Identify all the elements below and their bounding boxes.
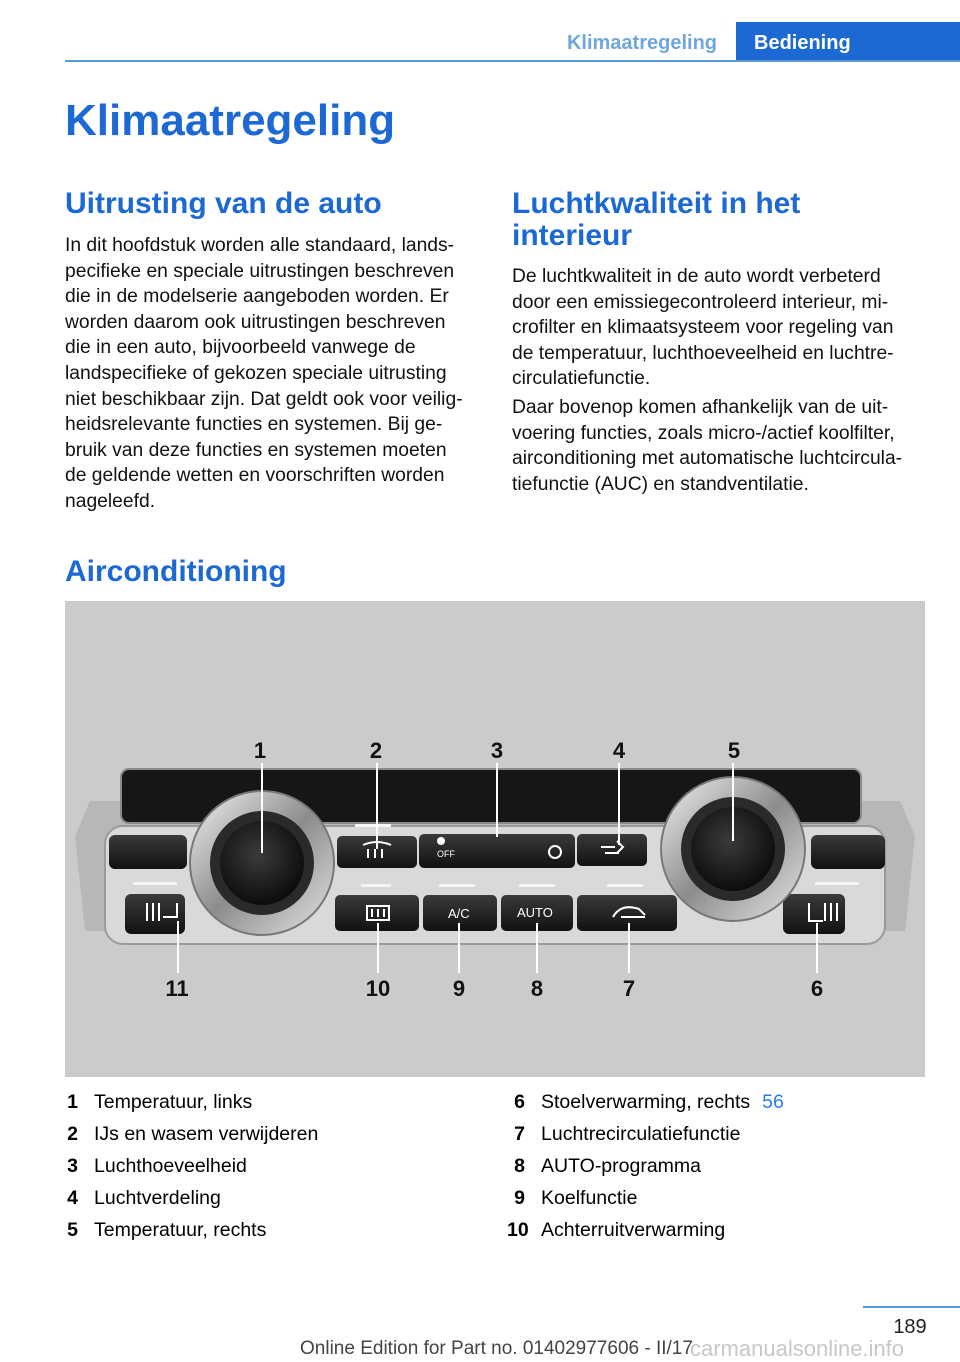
text-line: door een emissiegecontroleerd interieur, mi‐ (512, 291, 889, 313)
right-paragraph-2 (512, 395, 942, 497)
callout-number: 11 (165, 976, 189, 1001)
climate-panel-illustration (65, 601, 925, 1077)
callout-number: 9 (452, 976, 466, 1001)
auto-label: AUTO (517, 905, 553, 920)
text-line: bruik van deze functies en systemen moeten (65, 439, 447, 461)
climate-control-figure (65, 601, 925, 1077)
callout-number: 2 (369, 738, 383, 763)
header-chapter-tab: Bediening (736, 22, 960, 62)
legend-label (541, 1090, 784, 1114)
off-label: OFF (437, 849, 455, 859)
right-paragraph-1 (512, 264, 942, 392)
text-line: nageleefd. (65, 490, 156, 512)
legend-number: 1 (67, 1091, 78, 1113)
right-heading-line: Luchtkwaliteit in het (512, 187, 801, 220)
callout-number: 6 (810, 976, 824, 1001)
legend-label: IJs en wasem verwijderen (94, 1123, 319, 1145)
left-heading: Uitrusting van de auto (65, 187, 382, 220)
text-line: landspecifieke of gekozen speciale uitrusting (65, 362, 447, 384)
text-line: pecifieke en speciale uitrustingen beschreven (65, 260, 455, 282)
callout-number: 10 (365, 976, 391, 1001)
ac-label: A/C (448, 906, 470, 921)
text-line: heidsrelevante functies en systemen. Bij ge‐ (65, 414, 443, 436)
page-number: 189 (893, 1316, 927, 1338)
text-line: die in een auto, bijvoorbeeld vanwege de (65, 337, 416, 359)
callout-number: 1 (253, 738, 267, 763)
legend-number: 8 (514, 1155, 525, 1177)
legend-label: Achterruitverwarming (541, 1219, 726, 1241)
text-line: De luchtkwaliteit in de auto wordt verbeterd (512, 266, 881, 287)
legend-number: 7 (514, 1123, 525, 1145)
text-line: circulatiefunctie. (512, 368, 651, 390)
legend-label: Koelfunctie (541, 1187, 638, 1209)
callout-number: 8 (530, 976, 544, 1001)
legend-label: Luchthoeveelheid (94, 1155, 247, 1177)
text-line: de geldende wetten en voorschriften worden (65, 465, 445, 487)
legend-label: Temperatuur, rechts (94, 1219, 267, 1241)
callout-number: 7 (622, 976, 636, 1001)
legend-number: 2 (67, 1123, 78, 1145)
left-paragraph (65, 233, 485, 515)
header-section-tab: Klimaatregeling (566, 32, 718, 54)
callout-number: 4 (612, 738, 626, 763)
text-line: tiefunctie (AUC) en standventilatie. (512, 473, 809, 495)
legend-number: 6 (514, 1091, 525, 1113)
text-line: voering functies, zoals micro-/actief koolfilter, (512, 422, 895, 444)
legend-number: 3 (67, 1155, 78, 1177)
footer-rule (863, 1306, 960, 1308)
text-line: crofilter en klimaatsysteem voor regeling van (512, 317, 894, 339)
text-line: airconditioning met automatische luchtcircula‐ (512, 448, 903, 470)
callout-number: 3 (490, 738, 504, 763)
right-heading (512, 188, 800, 252)
legend-label: Luchtverdeling (94, 1187, 221, 1209)
legend-label: Temperatuur, links (94, 1091, 253, 1113)
legend-label-text: Stoelverwarming, rechts (541, 1091, 751, 1113)
text-line: niet beschikbaar zijn. Dat geldt ook voor veilig‐ (65, 388, 463, 410)
section-heading: Airconditioning (65, 555, 287, 588)
page-reference-link[interactable]: 56 (762, 1091, 784, 1113)
legend-number: 4 (67, 1187, 78, 1209)
page-title: Klimaatregeling (65, 96, 396, 145)
text-line: de temperatuur, luchthoeveelheid en luchtre‐ (512, 342, 894, 364)
callout-number: 5 (727, 738, 741, 763)
text-line: Daar bovenop komen afhankelijk van de uit‐ (512, 397, 889, 418)
right-heading-line: interieur (512, 219, 633, 252)
legend-label: AUTO-programma (541, 1155, 702, 1177)
text-line: In dit hoofdstuk worden alle standaard, lands‐ (65, 235, 455, 256)
edition-note: Online Edition for Part no. 01402977606 - II/17 (300, 1338, 693, 1359)
legend-number: 9 (514, 1187, 525, 1209)
legend-label: Luchtrecirculatiefunctie (541, 1123, 741, 1145)
text-line: die in de modelserie aangeboden worden. Er (65, 286, 449, 308)
text-line: worden daarom ook uitrustingen beschreven (65, 311, 446, 333)
legend-number: 5 (67, 1219, 78, 1241)
legend-number: 10 (507, 1219, 529, 1241)
watermark: carmanualsonline.info (690, 1336, 905, 1361)
header-rule (65, 60, 960, 62)
